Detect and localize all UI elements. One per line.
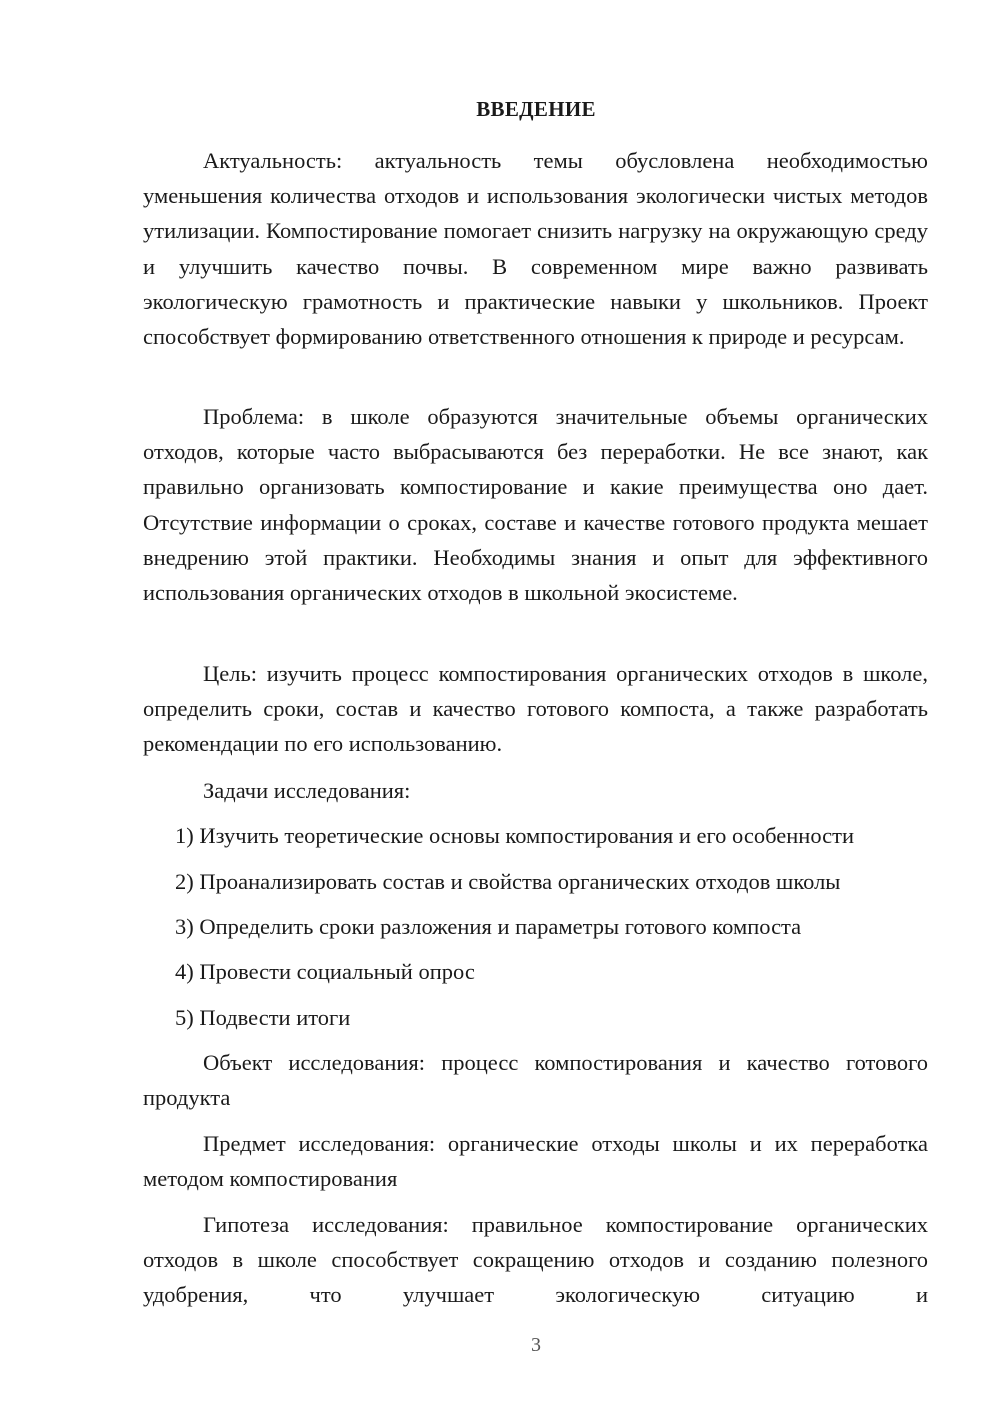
task-item-5 bbox=[175, 1000, 935, 1035]
task-item-4 bbox=[175, 954, 935, 989]
task-item-2 bbox=[175, 864, 935, 899]
tasks-heading: Задачи исследования: bbox=[203, 778, 411, 803]
section-title: ВВЕДЕНИЕ bbox=[476, 97, 596, 121]
task-number: 3) bbox=[175, 914, 194, 939]
task-text: Подвести итоги bbox=[199, 1005, 351, 1030]
goal-paragraph: Цель: изучить процесс компостирования органических отходов в школе, определить сроки, состав и качество готового компоста, а также разработать рекомендации по его использованию. bbox=[143, 661, 928, 757]
task-number: 4) bbox=[175, 959, 194, 984]
object-paragraph: Объект исследования: процесс компостирования и качество готового продукта bbox=[143, 1050, 928, 1111]
task-text: Проанализировать состав и свойства органических отходов школы bbox=[199, 869, 841, 894]
task-text: Определить сроки разложения и параметры готового компоста bbox=[199, 914, 802, 939]
problem-paragraph: Проблема: в школе образуются значительные объемы органических отходов, которые часто выбрасываются без переработки. Не все знают, как правильно организовать компостирование и какие преимущества оно дает. Отсутствие информации о сроках, составе и качестве готового продукта мешает внедрению этой практики. Необходимы знания и опыт для эффективного использования органических отходов в школьной экосистеме. bbox=[143, 404, 928, 606]
task-item-1 bbox=[175, 818, 935, 853]
task-text: Провести социальный опрос bbox=[199, 959, 475, 984]
task-number: 2) bbox=[175, 869, 194, 894]
relevance-paragraph: Актуальность: актуальность темы обусловлена необходимостью уменьшения количества отходов и использования экологически чистых методов утилизации. Компостирование помогает снизить нагрузку на окружающую среду и улучшить качество почвы. В современном мире важно развивать экологическую грамотность и практические навыки у школьников. Проект способствует формированию ответственного отношения к природе и ресурсам. bbox=[143, 148, 928, 350]
task-text: Изучить теоретические основы компостирования и его особенности bbox=[199, 823, 854, 848]
subject-paragraph: Предмет исследования: органические отходы школы и их переработка методом компостирования bbox=[143, 1131, 928, 1192]
page-number: 3 bbox=[531, 1334, 541, 1356]
task-number: 5) bbox=[175, 1005, 194, 1030]
hypothesis-paragraph: Гипотеза исследования: правильное компостирование органических отходов в школе способствует сокращению отходов и созданию полезного удобрения, что улучшает экологическую ситуацию и bbox=[143, 1212, 928, 1308]
task-item-3 bbox=[175, 909, 935, 944]
task-number: 1) bbox=[175, 823, 194, 848]
